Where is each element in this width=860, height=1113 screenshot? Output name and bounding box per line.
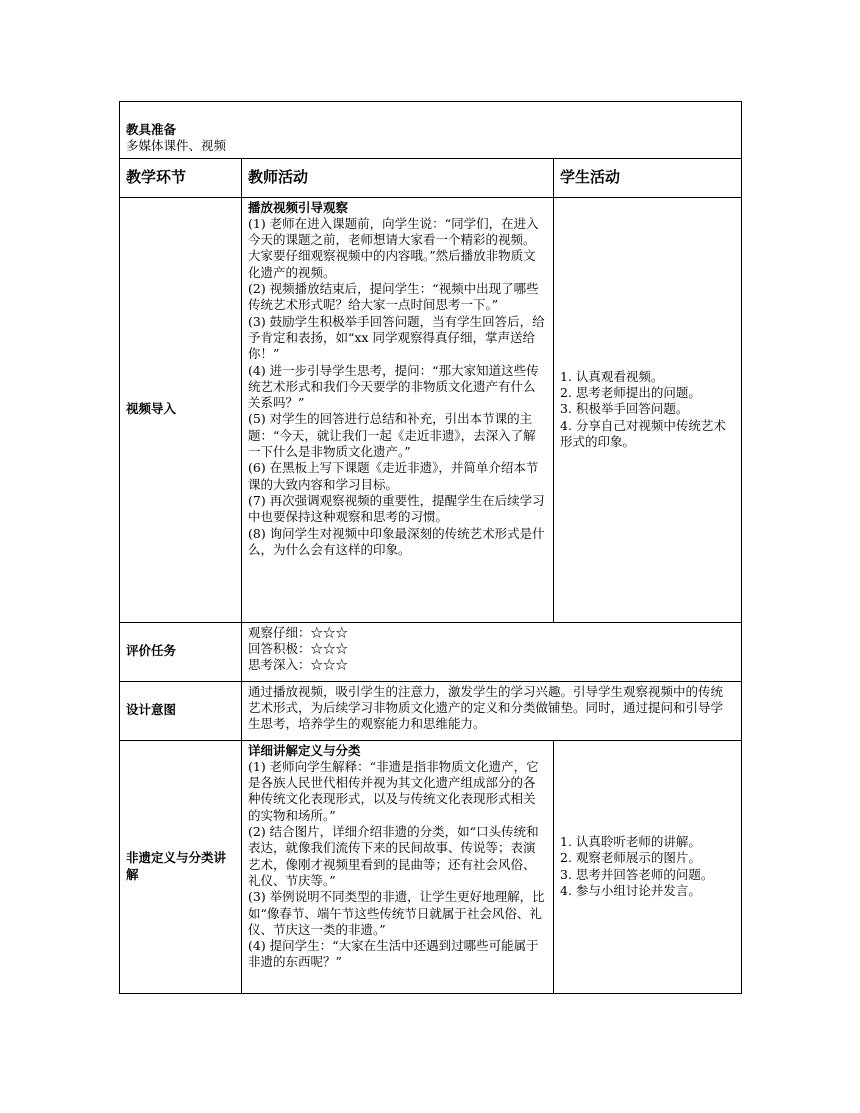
stage-video-intro: 视频导入 (120, 197, 242, 622)
teacher-step: (1) 老师在进入课题前，向学生说：“同学们，在进入今天的课题之前，老师想请大家看一个精彩的视频。大家要仔细观察视频中的内容哦。”然后播放非物质文化遗产的视频。 (248, 215, 539, 280)
stage-intent: 设计意图 (120, 681, 242, 740)
teacher-step: (2) 视频播放结束后，提问学生：“视频中出现了哪些传统艺术形式呢？给大家一点时间思考一下。” (248, 281, 539, 313)
teacher-step: (4) 提问学生：“大家在生活中还遇到过哪些可能属于非遗的东西呢？” (248, 938, 539, 970)
lesson-plan-sheet (119, 101, 741, 994)
teacher-activity-video-intro (242, 197, 554, 622)
teacher-activity-title: 详细讲解定义与分类 (248, 742, 361, 758)
list-item: 3. 思考并回答老师的问题。 (560, 866, 714, 882)
section-video-intro (120, 197, 742, 622)
student-activity-video-intro (554, 197, 742, 622)
intent-row (120, 681, 742, 740)
student-activity-list (560, 369, 735, 450)
prep-row (120, 102, 742, 159)
teacher-step: (7) 再次强调观察视频的重要性，提醒学生在后续学习中也要保持这种观察和思考的习惯。 (248, 492, 545, 525)
student-activity-list (560, 834, 735, 899)
teacher-activity-title: 播放视频引导观察 (248, 199, 349, 215)
teacher-step: (3) 鼓励学生积极举手回答问题，当有学生回答后，给予肯定和表扬，如“xx 同学观察得真仔细，掌声送给你！” (248, 313, 545, 362)
prep-cell (120, 102, 742, 159)
evaluation-content (242, 622, 742, 681)
list-item: 2. 观察老师展示的图片。 (560, 850, 701, 866)
evaluation-item: 思考深入：☆☆☆ (248, 657, 349, 673)
teacher-step: (2) 结合图片，详细介绍非遗的分类，如“口头传统和表达，就像我们流传下来的民间故事、传说等；表演艺术，像刚才视频里看到的昆曲等；还有社会风俗、礼仪、节庆等。” (248, 824, 539, 888)
header-teacher: 教师活动 (242, 158, 554, 197)
header-row (120, 158, 742, 197)
evaluation-item: 观察仔细：☆☆☆ (248, 624, 349, 640)
list-item: 3. 积极举手回答问题。 (560, 401, 689, 417)
evaluation-item: 回答积极：☆☆☆ (248, 640, 349, 656)
list-item: 1. 认真聆听老师的讲解。 (560, 834, 701, 849)
list-item: 4. 分享自己对视频中传统艺术形式的印象。 (560, 417, 726, 450)
teacher-step: (5) 对学生的回答进行总结和补充，引出本节课的主题：“今天，就让我们一起《走近非遗》，去深入了解一下什么是非物质文化遗产。” (248, 411, 536, 460)
list-item: 2. 思考老师提出的问题。 (560, 385, 701, 401)
evaluation-row (120, 622, 742, 681)
stage-definition: 非遗定义与分类讲解 (120, 740, 242, 993)
lesson-plan-table (119, 101, 742, 994)
intent-content: 通过播放视频，吸引学生的注意力，激发学生的学习兴趣。引导学生观察视频中的传统艺术形式，为后续学习非物质文化遗产的定义和分类做铺垫。同时，通过提问和引导学生思考，培养学生的观察能力和思维能力。 (242, 681, 742, 740)
teacher-step: (4) 进一步引导学生思考，提问：“那大家知道这些传统艺术形式和我们今天要学的非物质文化遗产有什么关系吗？” (248, 362, 539, 411)
teacher-step: (6) 在黑板上写下课题《走近非遗》，并简单介绍本节课的大致内容和学习目标。 (248, 460, 539, 492)
header-stage: 教学环节 (120, 158, 242, 197)
list-item: 4. 参与小组讨论并发言。 (560, 882, 701, 898)
teacher-step: (3) 举例说明不同类型的非遗，让学生更好地理解，比如“像春节、端午节这些传统节日就属于社会风俗、礼仪、节庆这一类的非遗。” (248, 889, 545, 937)
list-item: 1. 认真观看视频。 (560, 368, 664, 384)
section-definition (120, 740, 742, 993)
prep-title: 教具准备 (126, 122, 177, 137)
teacher-activity-definition (242, 740, 554, 993)
header-student: 学生活动 (554, 158, 742, 197)
student-activity-definition (554, 740, 742, 993)
teacher-step: (1) 老师向学生解释：“非遗是指非物质文化遗产，它是各族人民世代相传并视为其文化遗产组成部分的各种传统文化表现形式，以及与传统文化表现形式相关的实物和场所。” (248, 758, 539, 823)
prep-content: 多媒体课件、视频 (126, 138, 227, 154)
teacher-step: (8) 询问学生对视频中印象最深刻的传统艺术形式是什么，为什么会有这样的印象。 (248, 525, 545, 557)
stage-evaluation: 评价任务 (120, 622, 242, 681)
